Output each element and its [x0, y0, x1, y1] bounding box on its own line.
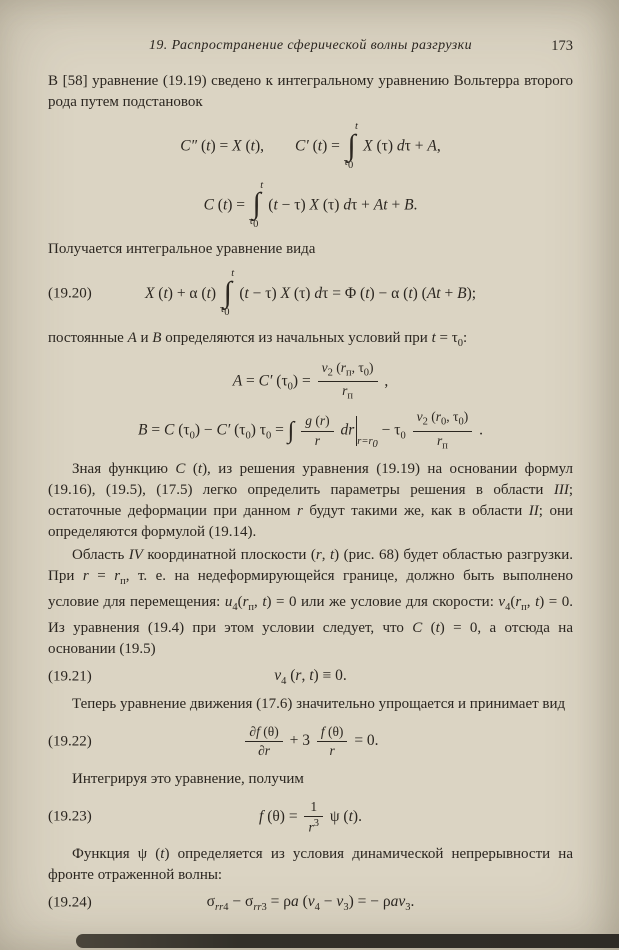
equation-19-24-body: $\sigma_{rr4} - \sigma_{rr3} = \rho a$ $(v_4 - v_3)$ = − ρav$_3$. — [206, 893, 415, 914]
equation-number-19-24: (19.24) — [48, 895, 92, 912]
paragraph-psi-condition: Функция ψ (t) определяется из условия динамической непрерывности на фронте отраженной волны: — [48, 846, 573, 884]
running-title: 19. Распространение сферической волны разгрузки — [149, 38, 472, 53]
equation-19-21-body: $v_4$ (r, t) ≡ 0. — [274, 666, 347, 687]
paragraph-equation-of-motion: Теперь уравнение движения (17.6) значительно упрощается и принимает вид — [72, 696, 566, 713]
page-number: 173 — [551, 38, 573, 54]
equation-a: A = C′ $(\tau_0)$ = $\frac{v_2 (r_п, \tau_0)}{r_п}$ , — [232, 359, 389, 402]
equation-19-21 — [48, 666, 573, 688]
equation-c-derivatives: C″ (t) = X (t), C′ (t) = t ∫ $\tau_0$ X (τ) dτ + A, — [180, 121, 441, 172]
equation-19-20-body: X (t) + α (t) t ∫ $\tau_0$ (t − τ) X (τ) dτ = Φ (t) − α (t) (At + B); — [144, 268, 477, 319]
page-header — [48, 38, 573, 56]
paragraph-integrating: Интегрируя это уравнение, получим — [72, 770, 304, 787]
equation-19-23-body: f (θ) = $\frac{1}{r^3}$ ψ (t). — [259, 798, 362, 835]
equation-19-23 — [48, 799, 573, 836]
equation-c: C (t) = t ∫ $\tau_0$ (t − τ) X (τ) dτ + At + B. — [203, 179, 418, 230]
paragraph-constants: постоянные A и B определяются из начальных условий при $t = \tau_0$: — [48, 329, 468, 349]
paragraph-intro: В [58] уравнение (19.19) сведено к интегральному уравнению Вольтерра второго рода путем подстановок — [48, 73, 573, 110]
paragraph-integral-equation-intro: Получается интегральное уравнение вида — [48, 241, 316, 258]
equation-number-19-21: (19.21) — [48, 668, 92, 685]
equation-19-22 — [48, 724, 573, 759]
equation-19-20 — [48, 269, 573, 319]
scan-edge-bar — [76, 934, 619, 948]
equation-number-19-22: (19.22) — [48, 733, 92, 750]
paragraph-oblast-iv: Область IV координатной плоскости (r, t) (рис. 68) будет областью разгрузки. При $r = r_п$, т. е. на недеформирующейся границе, должно быть выполнено условие для перемещения: $u_4(r_п$, t) = 0 или же условие для скорости: $v_4(r_п$, t) = 0. Из уравнения (19.4) при этом условии следует, что C (t) = 0, а отсюда на основании (19.5) — [48, 546, 574, 657]
equation-b: B = C $(\tau_0) - C'$ $(\tau_0) \tau_0$ = ∫ $\frac{g (r)}{r}$ $dr_{r=r_0} - \tau_0$ $\frac{v_2 (r_0, \tau_0)}{r_п}$ . — [138, 409, 483, 452]
paragraph-znaya: Зная функцию C (t), из решения уравнения (19.19) на основании формул (19.16), (19.5), (17.5) легко определить параметры решения в области III; остаточные деформации при данном r будут такими же, как в области II; они определяются формулой (19.14). — [48, 460, 573, 540]
equation-19-22-body: $\frac{\partial f (\theta)}{\partial r}$ + 3 $\frac{f (\theta)}{r}$ = 0. — [242, 732, 378, 749]
equation-number-19-20: (19.20) — [48, 285, 92, 302]
equation-19-24 — [48, 892, 573, 914]
equation-number-19-23: (19.23) — [48, 808, 92, 825]
